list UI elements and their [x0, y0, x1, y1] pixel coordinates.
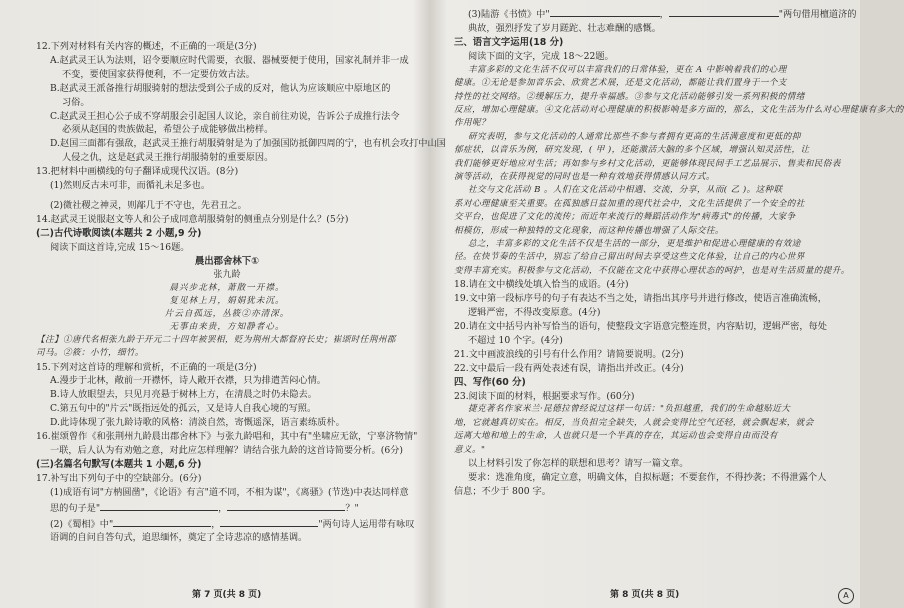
question-16-cont: 一联，后人认为有劝勉之意，对此应怎样理解？请结合张九龄的这首诗简要分析。(6分) [50, 444, 403, 456]
q12-option-b-cont: 习俗。 [62, 96, 90, 108]
question-14: 14.赵武灵王说服赵文等人和公子成同意胡服骑射的侧重点分别是什么？(5分) [36, 213, 349, 225]
passage-p3-l3: 交平台，也促进了文化的流传；而近年来流行的舞蹈活动作为"病毒式"的传播，大家争 [454, 212, 796, 223]
poem-author: 张九龄 [213, 269, 241, 280]
writing-prompt: 以上材料引发了你怎样的联想和思考？请写一篇文章。 [468, 458, 689, 470]
version-badge: A [838, 588, 854, 604]
poem-note-cont: 司马。②筱：小竹，细竹。 [36, 348, 144, 359]
question-23: 23.阅读下面的材料，根据要求写作。(60分) [454, 390, 635, 402]
question-15: 15.下列对这首诗的理解和赏析，不正确的一项是(3分) [36, 361, 257, 373]
page-footer-7: 第 7 页(共 8 页) [192, 590, 262, 600]
passage-p3-l4: 相模仿，形成一种独特的文化现象，而这种传播也增强了人际交往。 [454, 225, 724, 236]
question-13: 13.把材料中画横线的句子翻译成现代汉语。(8分) [36, 166, 239, 178]
passage-p4-l2: 径。在快节奏的生活中，别忘了给自己留出时间去享受这些文化体验，让自己的内心世界 [454, 252, 805, 263]
page-footer-8: 第 8 页(共 8 页) [610, 590, 680, 600]
passage-p3: 社交与文化活动 B 。人们在文化活动中相遇、交流，分享，从而( 乙 )。这种联 [468, 185, 783, 196]
section-recitation: (三)名篇名句默写(本题共 1 小题,6 分) [36, 458, 202, 470]
question-12: 12.下列对材料有关内容的概述，不正确的一项是(3分) [36, 41, 257, 52]
passage-p2: 研究表明，参与文化活动的人通常比那些不参与者拥有更高的生活满意度和更低的抑 [468, 131, 801, 142]
question-20: 20.请在文中括号内补写恰当的语句，使整段文字语意完整连贯，内容贴切，逻辑严密，每处 [454, 320, 827, 332]
material-l4: 意义。" [454, 444, 486, 455]
poetry-intro: 阅读下面这首诗,完成 15～16题。 [50, 241, 190, 253]
q15-option-a: A.漫步于北林，敞前一开襟怀，诗人敞开衣襟，只为排遣苦闷心情。 [50, 375, 326, 387]
section-poetry: (二)古代诗歌阅读(本题共 2 小题,9 分) [36, 227, 202, 239]
answer-blank[interactable] [550, 6, 660, 17]
q12-option-a: A.赵武灵王认为法则，诏令要顺应时代需要，衣服、器械要便于使用，国家礼制并非一成 [50, 54, 409, 66]
page-7 [0, 0, 446, 608]
poem-line-4: 无事由来贵，方知静者心。 [169, 321, 285, 332]
q15-option-b: B.诗人放眼望去，只见月亮悬于树林上方，在清晨之时仍未隐去。 [50, 389, 317, 401]
passage-p2-l2: 郁症状，以音乐为例，研究发现，( 甲 )，还能激活大脑的多个区域，增强认知灵活性，让 [454, 145, 810, 156]
material-l1: 捷克著名作家米兰·昆德拉曾经说过这样一句话："负担越重，我们的生命越贴近大 [468, 404, 791, 415]
question-22: 22.文中最后一段有两处表述有误，请指出并改正。(4分) [454, 362, 684, 374]
answer-blank[interactable] [100, 500, 218, 511]
q15-option-c: C.第五句中的"片云"既指远处的孤云，又是诗人自我心境的写照。 [50, 403, 317, 415]
passage-p4: 总之，丰富多彩的文化生活不仅是生活的一部分，更是维护和促进心理健康的有效途 [468, 239, 801, 249]
answer-blank[interactable] [669, 6, 779, 17]
q12-option-a-cont: 不变，要使国家获得便利，不一定要仿效古法。 [62, 68, 255, 80]
question-17: 17.补写出下列句子中的空缺部分。(6分) [36, 472, 202, 484]
question-20-cont: 不超过 10 个字。(4分) [468, 334, 563, 346]
answer-blank[interactable] [227, 500, 345, 511]
poem-line-1: 晨兴步北林，萧散一开襟。 [169, 282, 285, 293]
q17-item-2-cont: 语调的自问自答句式，追思缅怀，奠定了全诗悲凉的感情基调。 [50, 532, 308, 544]
material-l2: 地，它就越真切实在。相反，当负担完全缺失，人就会变得比空气还轻，就会飘起来，就会 [454, 417, 814, 428]
q17-item-3-cont: 典故，强烈抒发了岁月蹉跎、壮志难酬的感慨。 [468, 22, 661, 34]
writing-requirements-cont: 信息；不少于 800 字。 [454, 485, 551, 497]
material-l3: 远离大地和地上的生命，人也就只是一个半真的存在，其运动也会变得自由而没有 [454, 431, 778, 442]
answer-blank[interactable] [220, 516, 318, 527]
section-writing: 四、写作(60 分) [454, 376, 526, 388]
q17-item-1-cont: 思的句子是" ， ？" [36, 500, 418, 516]
q12-option-c: C.赵武灵王担心公子成不穿胡服会引起国人议论，亲自前往劝说，告诉公子成推行法令 [50, 110, 400, 122]
answer-blank[interactable] [113, 516, 211, 527]
language-intro: 阅读下面的文字，完成 18～22题。 [468, 50, 614, 62]
passage-p1-l3: 持性的社交网络。②缓解压力，提升幸福感。③参与文化活动能够引发一系列积极的情绪 [454, 91, 805, 102]
passage-p2-l3: 我们能够更好地应对生活；再如参与乡村文化活动，更能够体现民间手工艺品展示、售卖和民俗表 [454, 158, 841, 169]
q13-sentence-1: (1)然则反古未可非，而循礼未足多也。 [50, 180, 211, 192]
question-19: 19.文中第一段标序号的句子有表达不当之处，请指出其序号并进行修改，使语言准确流畅， [454, 293, 827, 305]
q12-option-c-cont: 必须从赵国的贵族做起，希望公子成能够做出榜样。 [62, 124, 274, 136]
page-8 [434, 0, 904, 608]
section-language: 三、语言文字运用(18 分) [454, 36, 564, 48]
q17-item-2: (2)《蜀相》中" ， "两句诗人运用带有咏叹 [36, 516, 418, 532]
q13-sentence-2: (2)微社稷之神灵，则鄗几于不守也，先君丑之。 [50, 199, 247, 211]
poem-title: 晨出郡舍林下① [194, 255, 260, 267]
passage-p1-l4: 反应，增加心理健康。④文化活动对心理健康的积极影响是多方面的，那么，文化生活为什么对心理健康有多大的 [454, 104, 904, 115]
passage-p1-l5: 作用呢？ [454, 118, 490, 129]
poem-line-3: 片云自孤远，丛筱②亦清深。 [164, 308, 290, 319]
poem-line-2: 复见林上月，娟娟犹未沉。 [169, 295, 285, 306]
question-19-cont: 逻辑严密，不得改变原意。(4分) [468, 307, 601, 319]
writing-requirements: 要求：选准角度，确定立意，明确文体，自拟标题；不要套作，不得抄袭；不得泄露个人 [468, 472, 827, 483]
q12-option-d: D.赵国三面都有强敌，赵武灵王推行胡服骑射是为了加强国防抵御四周的宁，也有机会攻打中山国 [50, 138, 446, 150]
passage-p3-l2: 系对心理健康至关重要。在孤独感日益加重的现代社会中，文化生活提供了一个安全的社 [454, 198, 805, 209]
passage-p4-l3: 变得丰富充实。积极参与文化活动，不仅能在文化中获得心理状态的呵护，也是对生活质量的提升。 [454, 265, 850, 276]
passage-p2-l4: 演等活动，在获得视觉的同时也是一种有效地获得情感认同方式。 [454, 171, 715, 182]
question-16: 16.崔颂曾作《和张荆州九龄晨出郡舍林下》与张九龄唱和，其中有"坐啸应无欲，宁辜济物情" [36, 431, 418, 443]
passage-p1-l2: 健康。①无论是参加音乐会、欣赏艺术展，还是文化活动，都能让我们置身于一个支 [454, 78, 787, 89]
q17-item-1: (1)成语有词"方枘圆凿"，《论语》有言"道不同，不相为谋"，《离骚》(节选)中表达同样意 [50, 486, 409, 498]
q15-option-d: D.此诗体现了张九龄诗歌的风格：清淡自然，寄慨遥深，语言素练质朴。 [50, 417, 345, 429]
q12-option-b: B.赵武灵王派备推行胡服骑射的想法受到公子成的反对，他认为应该顺应中原地区的 [50, 82, 391, 94]
passage-p1: 丰富多彩的文化生活不仅可以丰富我们的日常体验，更在 A 中影响着我们的心理 [468, 64, 787, 75]
q17-item-3: (3)陆游《书愤》中" ， "两句借用檀道济的 [454, 6, 848, 22]
question-21: 21.文中画波浪线的引号有什么作用？请简要说明。(2分) [454, 348, 684, 360]
question-18: 18.请在文中横线处填入恰当的成语。(4分) [454, 279, 629, 291]
poem-note: 【注】①唐代名相张九龄于开元二十四年被罢相，贬为荆州大都督府长史；崔颂时任荆州郡 [36, 334, 396, 345]
q12-option-d-cont: 人侵之仇，这是赵武灵王推行胡服骑射的重要原因。 [62, 152, 274, 164]
